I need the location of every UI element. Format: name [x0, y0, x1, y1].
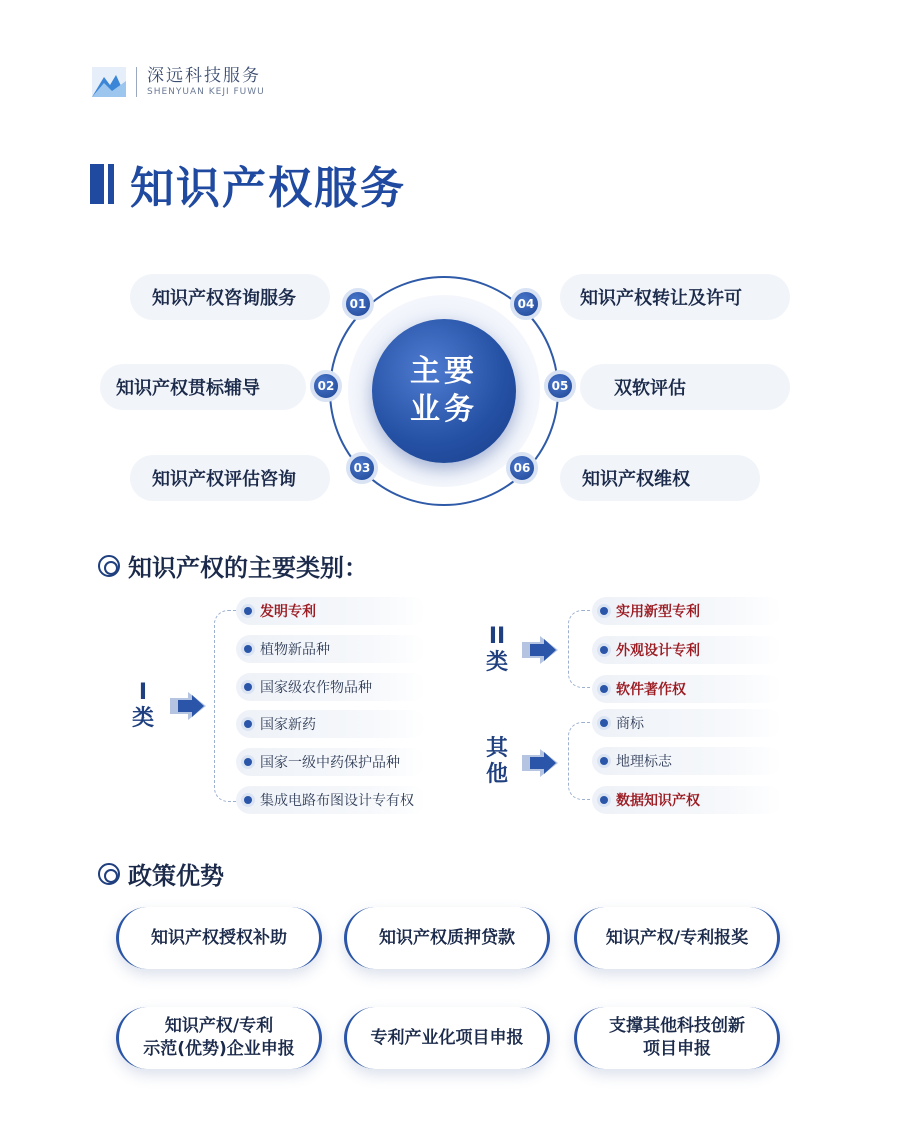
class2-label-line1: II — [488, 624, 506, 649]
policy-card: 知识产权授权补助 — [116, 907, 322, 969]
service-node-03: 03 — [346, 452, 378, 484]
class2-item: 实用新型专利 — [592, 597, 782, 625]
class1-label — [128, 680, 158, 732]
arrow-right-icon — [522, 636, 558, 664]
class1-label-line2: 类 — [131, 706, 154, 731]
categories-heading-text: 知识产权的主要类别： — [128, 554, 368, 582]
other-item: 数据知识产权 — [592, 786, 782, 814]
arrow-right-icon — [522, 749, 558, 777]
service-node-02: 02 — [310, 370, 342, 402]
class2-item: 外观设计专利 — [592, 636, 782, 664]
service-label: 知识产权咨询服务 — [152, 288, 296, 309]
logo-name-cn: 深远科技服务 — [147, 66, 261, 86]
other-label-line1: 其 — [485, 736, 508, 761]
other-label — [482, 736, 512, 788]
policy-card: 支撑其他科技创新 项目申报 — [574, 1007, 780, 1069]
logo-divider — [136, 67, 137, 97]
logo-name-en: SHENYUAN KEJI FUWU — [147, 87, 265, 97]
arrow-right-icon — [170, 692, 206, 720]
service-label: 知识产权转让及许可 — [580, 288, 742, 309]
policy-card: 知识产权/专利报奖 — [574, 907, 780, 969]
service-pill-05 — [580, 364, 790, 410]
policy-heading-text: 政策优势 — [128, 862, 224, 890]
class1-item: 集成电路布图设计专有权 — [236, 786, 426, 814]
class1-item: 国家级农作物品种 — [236, 673, 426, 701]
circle-bullet-icon — [98, 863, 120, 885]
main-business-diagram — [0, 260, 917, 520]
service-pill-02 — [100, 364, 306, 410]
service-pill-01 — [130, 274, 330, 320]
class1-label-line1: I — [138, 680, 148, 705]
core-line-1: 主要 — [410, 354, 478, 389]
service-label: 知识产权评估咨询 — [152, 469, 296, 490]
class1-bracket — [214, 610, 236, 802]
class2-item: 软件著作权 — [592, 675, 782, 703]
other-label-line2: 他 — [485, 762, 508, 787]
service-label: 知识产权贯标辅导 — [116, 378, 260, 399]
class1-item: 国家一级中药保护品种 — [236, 748, 426, 776]
class1-item: 国家新药 — [236, 710, 426, 738]
service-node-01: 01 — [342, 288, 374, 320]
service-node-04: 04 — [510, 288, 542, 320]
page-title — [90, 152, 406, 216]
other-bracket — [568, 722, 590, 800]
service-pill-03 — [130, 455, 330, 501]
class1-item: 植物新品种 — [236, 635, 426, 663]
service-pill-06 — [560, 455, 760, 501]
other-item: 商标 — [592, 709, 782, 737]
brand-logo — [92, 66, 265, 98]
class2-label — [482, 624, 512, 676]
service-node-06: 06 — [506, 452, 538, 484]
mountain-logo-icon — [92, 67, 126, 97]
title-bar-icon — [90, 164, 118, 204]
policy-heading — [98, 856, 224, 891]
class2-bracket — [568, 610, 590, 688]
policy-card: 专利产业化项目申报 — [344, 1007, 550, 1069]
other-item: 地理标志 — [592, 747, 782, 775]
service-node-05: 05 — [544, 370, 576, 402]
categories-heading — [98, 548, 368, 583]
service-pill-04 — [560, 274, 790, 320]
class1-item: 发明专利 — [236, 597, 426, 625]
page-title-text: 知识产权服务 — [130, 163, 406, 214]
service-label: 知识产权维权 — [582, 469, 690, 490]
core-line-2: 业务 — [410, 392, 478, 427]
policy-card: 知识产权质押贷款 — [344, 907, 550, 969]
policy-card: 知识产权/专利 示范(优势)企业申报 — [116, 1007, 322, 1069]
service-label: 双软评估 — [614, 378, 686, 399]
core-circle — [372, 319, 516, 463]
class2-label-line2: 类 — [485, 650, 508, 675]
circle-bullet-icon — [98, 555, 120, 577]
